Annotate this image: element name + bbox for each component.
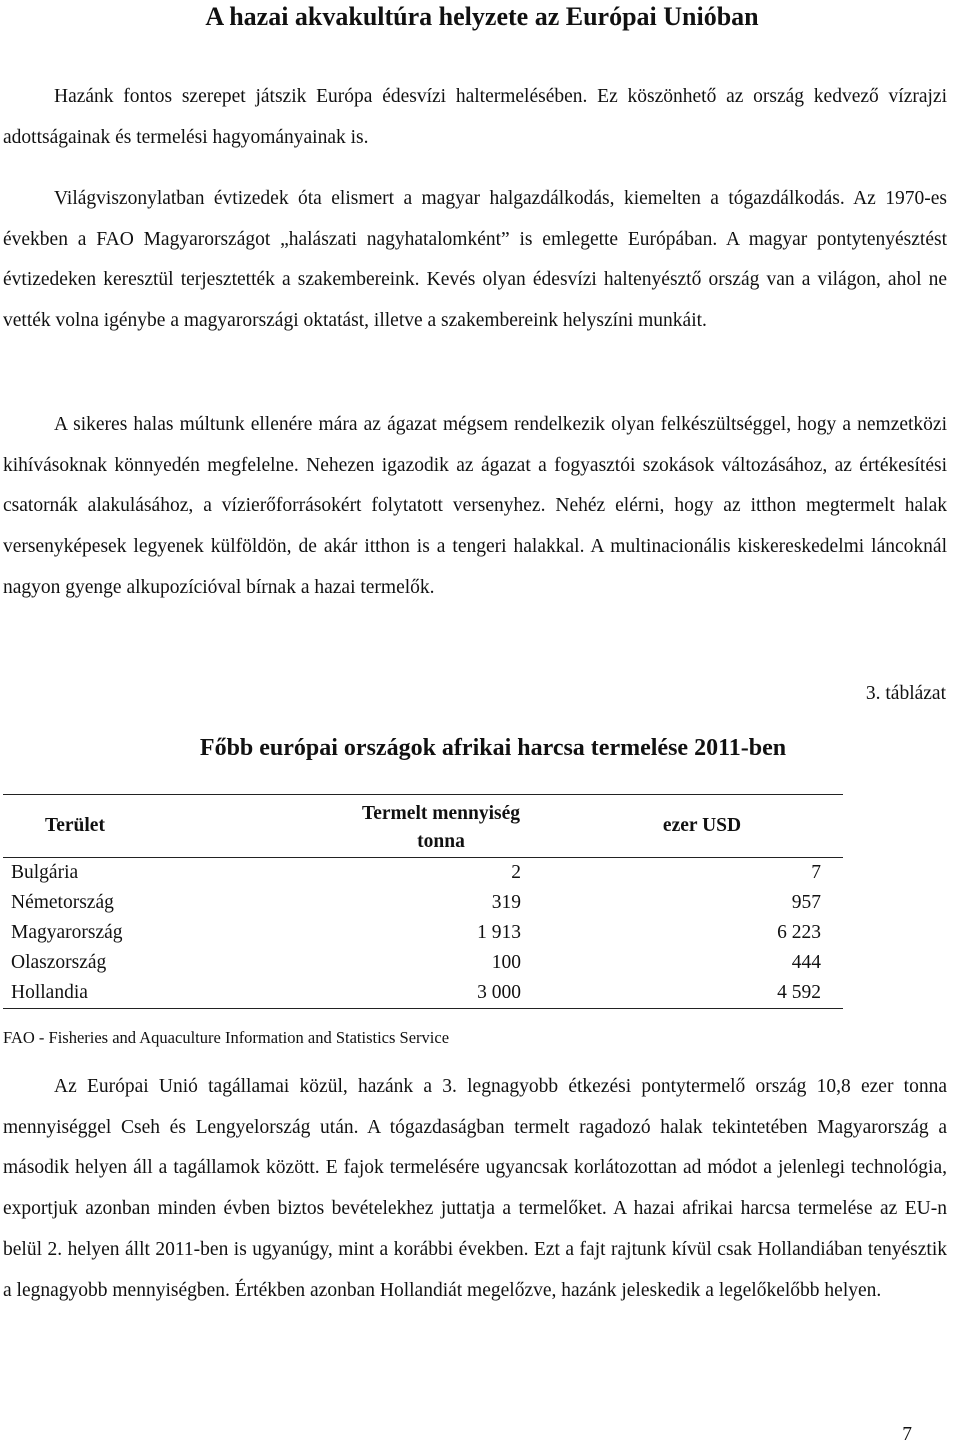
cell-country: Magyarország: [11, 922, 123, 943]
header-quantity-group: Termelt mennyiség: [362, 803, 520, 824]
catfish-production-table: [3, 794, 843, 1009]
cell-country: Olaszország: [11, 952, 107, 973]
cell-usd: 957: [791, 892, 821, 913]
cell-country: Németország: [11, 892, 114, 913]
header-usd: ezer USD: [521, 795, 843, 858]
table-header-row: [3, 795, 843, 858]
cell-tonnes: 1 913: [477, 922, 521, 943]
table-source-note: FAO - Fisheries and Aquaculture Information and Statistics Service: [3, 1028, 450, 1047]
cell-tonnes: 3 000: [361, 978, 521, 1009]
table-caption: Főbb európai országok afrikai harcsa termelése 2011-ben: [199, 735, 787, 761]
cell-usd: 6 223: [777, 922, 821, 943]
paragraph-challenges: A sikeres halas múltunk ellenére mára az ágazat mégsem rendelkezik olyan felkészültséggel, hogy a nemzetközi kihívásoknak könnyedén megfelelne. Nehezen igazodik az ágazat a fogyasztói szokások változásához, az értékesítési csatornák alakulásához, a vízierőforrásokért folytatott versenyhez. Nehéz elérni, hogy az itthon megtermelt halak versenyképesek legyenek külföldön, de akár itthon is a tengeri halakkal. A multinacionális kiskereskedelmi láncoknál nagyon gyenge alkupozícióval bírnak a hazai termelők.: [3, 414, 947, 598]
table-row: [3, 858, 843, 889]
table-row: [3, 978, 843, 1009]
paragraph-eu-ranking: Az Európai Unió tagállamai közül, hazánk a 3. legnagyobb étkezési pontytermelő ország 10,8 ezer tonna mennyiséggel Cseh és Lengyelország után. A tógazdaságban termelt ragadozó halak tekintetében Magyarország a második helyen áll a tagállamok között. E fajok termelésére ugyancsak korlátozottan ad módot a jelenlegi technológia, exportjuk azonban minden évben biztos bevételekhez juttatja a termelőket. A hazai afrikai harcsa termelése az EU-n belül 2. helyen állt 2011-ben is ugyanúgy, mint a korábbi években. Ezt a fajt rajtunk kívül csak Hollandiában tenyésztik a legnagyobb mennyiségben. Értékben azonban Hollandiát megelőzve, hazánk jeleskedik a legelőkelőbb helyen.: [3, 1076, 947, 1301]
paragraph-history: Világviszonylatban évtizedek óta elismert a magyar halgazdálkodás, kiemelten a tógazdálkodás. Az 1970-es években a FAO Magyarországot „halászati nagyhatalomként” is emlegette Európában. A magyar pontytenyésztést évtizedeken keresztül terjesztették a szakembereink. Kevés olyan édesvízi haltenyésztő ország van a világon, ahol ne vették volna igénybe a magyarországi oktatást, illetve a szakembereink helyszíni munkáit.: [3, 188, 947, 332]
cell-tonnes: 100: [491, 952, 521, 973]
cell-country: Bulgária: [3, 858, 361, 889]
page-number: 7: [902, 1424, 912, 1445]
table-row: [3, 948, 843, 978]
header-area: Terület: [3, 795, 361, 858]
header-quantity: [361, 795, 521, 858]
cell-country: Hollandia: [3, 978, 361, 1009]
page-title: A hazai akvakultúra helyzete az Európai Unióban: [205, 2, 759, 31]
cell-tonnes: 319: [491, 892, 521, 913]
cell-tonnes: 2: [361, 858, 521, 889]
cell-usd: 444: [791, 952, 821, 973]
table-number-label: 3. táblázat: [865, 683, 946, 704]
cell-usd: 4 592: [521, 978, 843, 1009]
header-tonnes: tonna: [417, 831, 465, 852]
paragraph-intro: Hazánk fontos szerepet játszik Európa édesvízi haltermelésében. Ez köszönhető az ország kedvező vízrajzi adottságainak és termelési hagyományainak is.: [3, 86, 947, 148]
cell-usd: 7: [521, 858, 843, 889]
table-row: [3, 918, 843, 948]
table-row: [3, 888, 843, 918]
